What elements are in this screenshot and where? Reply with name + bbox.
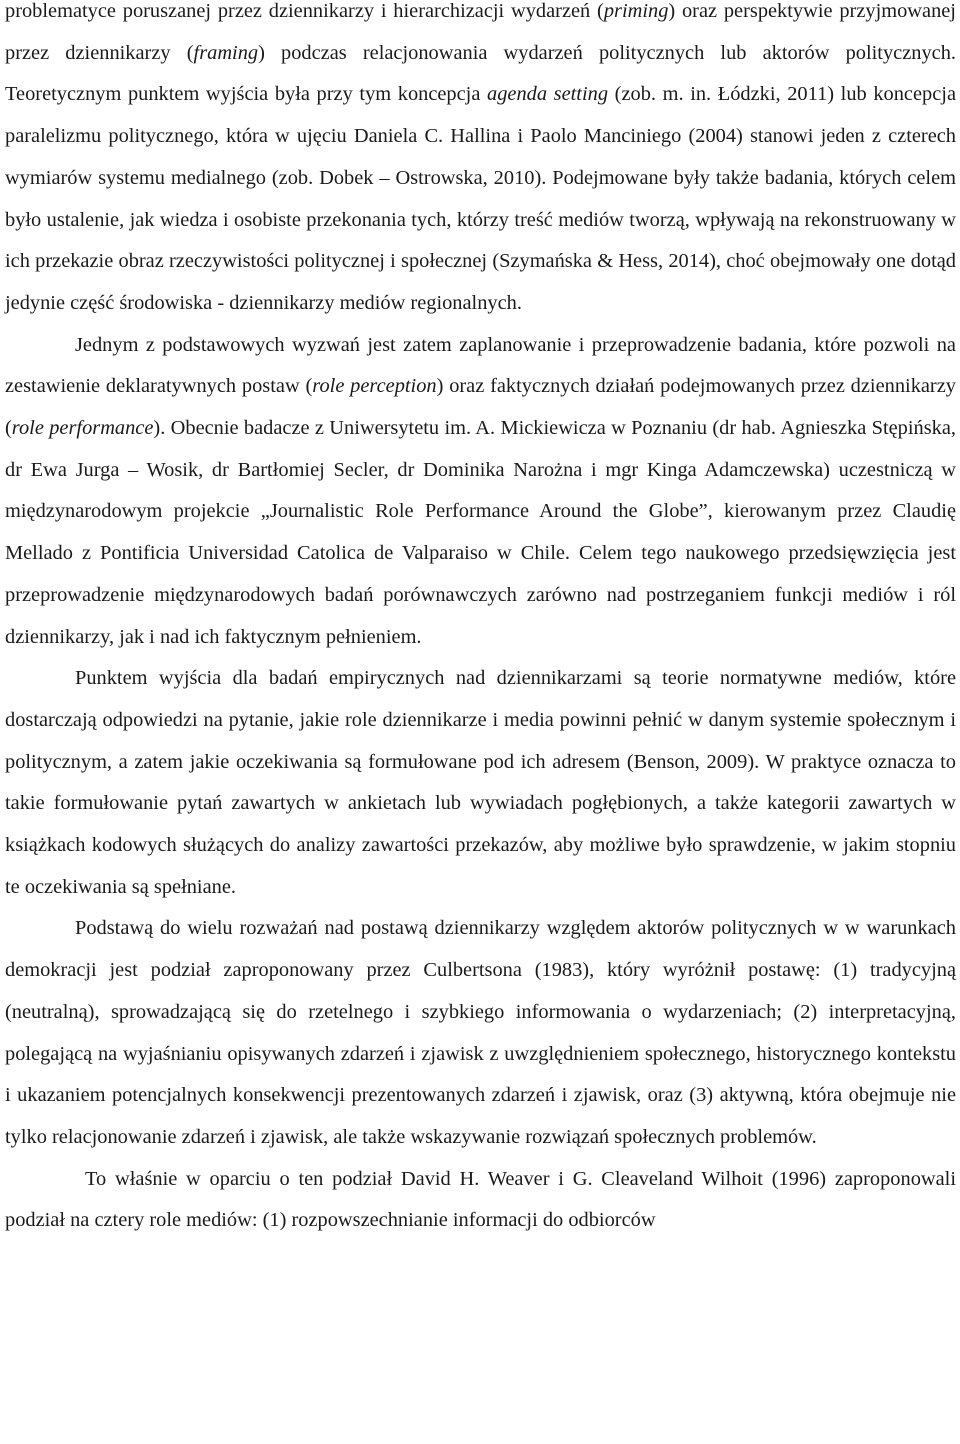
paragraph-1 xyxy=(5,0,956,325)
paragraph-5 xyxy=(5,1159,956,1242)
italic-term: role performance xyxy=(11,417,154,440)
paragraph-4 xyxy=(5,908,956,1158)
italic-term: role perception xyxy=(312,375,437,398)
text-run: ) podczas relacjonowania wydarzeń politycznych lub aktorów politycznych. Teoretycznym punktem wyjścia była przy tym koncepcja xyxy=(5,41,956,106)
italic-term: priming xyxy=(603,0,669,22)
document-page xyxy=(5,0,956,1242)
italic-term: agenda setting xyxy=(487,83,609,106)
text-run: (zob. m. in. Łódzki, 2011) lub koncepcja paralelizmu politycznego, która w ujęciu Daniela C. Hallina i Paolo Manciniego (2004) stanowi jeden z czterech wymiarów systemu medialnego (zob. Dobek – Ostrowska, 2010). Podejmowane były także badania, których celem było ustalenie, jak wiedza i osobiste przekonania tych, którzy treść mediów tworzą, wpływają na rekonstruowany w ich przekazie obraz rzeczywistości politycznej i społecznej (Szymańska & Hess, 2014), choć obejmowały one dotąd jedynie część środowiska - dziennikarzy mediów regionalnych. xyxy=(5,83,956,314)
text-run: Podstawą do wielu rozważań nad postawą dziennikarzy względem aktorów politycznych w w warunkach demokracji jest podział zaproponowany przez Culbertsona (1983), który wyróżnił postawę: (1) tradycyjną (neutralną), sprowadzającą się do rzetelnego i szybkiego informowania o wydarzeniach; (2) interpretacyjną, polegającą na wyjaśnianiu opisywanych zdarzeń i zjawisk z uwzględnieniem społecznego, historycznego kontekstu i ukazaniem potencjalnych konsekwencji prezentowanych zdarzeń i zjawisk, oraz (3) aktywną, która obejmuje nie tylko relacjonowanie zdarzeń i zjawisk, ale także wskazywanie rozwiązań społecznych problemów. xyxy=(5,917,956,1148)
text-run: ) oraz faktycznych działań podejmowanych przez dziennikarzy ( xyxy=(5,375,956,440)
text-run: problematyce poruszanej przez dziennikarzy i hierarchizacji wydarzeń ( xyxy=(5,0,604,22)
text-run: ). Obecnie badacze z Uniwersytetu im. A. Mickiewicza w Poznaniu (dr hab. Agnieszka Stępińska, dr Ewa Jurga – Wosik, dr Bartłomiej Secler, dr Dominika Narożna i mgr Kinga Adamczewska) uczestniczą w międzynarodowym projekcie „Journalistic Role Performance Around the Globe”, kierowanym przez Claudię Mellado z Pontificia Universidad Catolica de Valparaiso w Chile. Celem tego naukowego przedsięwzięcia jest przeprowadzenie międzynarodowych badań porównawczych zarówno nad postrzeganiem funkcji mediów i ról dziennikarzy, jak i nad ich faktycznym pełnieniem. xyxy=(5,417,956,648)
text-run: Jednym z podstawowych wyzwań jest zatem zaplanowanie i przeprowadzenie badania, które pozwoli na zestawienie deklaratywnych postaw ( xyxy=(5,333,956,398)
paragraph-2 xyxy=(5,325,956,659)
text-run: To właśnie w oparciu o ten podział David H. Weaver i G. Cleaveland Wilhoit (1996) zaproponowali podział na cztery role mediów: (1) rozpowszechnianie informacji do odbiorców xyxy=(5,1167,956,1232)
paragraph-3 xyxy=(5,658,956,908)
text-run: Punktem wyjścia dla badań empirycznych nad dziennikarzami są teorie normatywne mediów, które dostarczają odpowiedzi na pytanie, jakie role dziennikarze i media powinni pełnić w danym systemie społecznym i politycznym, a zatem jakie oczekiwania są formułowane pod ich adresem (Benson, 2009). W praktyce oznacza to takie formułowanie pytań zawartych w ankietach lub wywiadach pogłębionych, a także kategorii zawartych w książkach kodowych służących do analizy zawartości przekazów, aby możliwe było sprawdzenie, w jakim stopniu te oczekiwania są spełniane. xyxy=(5,667,956,898)
italic-term: framing xyxy=(193,41,259,64)
text-run: ) oraz perspektywie przyjmowanej przez dziennikarzy ( xyxy=(5,0,956,64)
